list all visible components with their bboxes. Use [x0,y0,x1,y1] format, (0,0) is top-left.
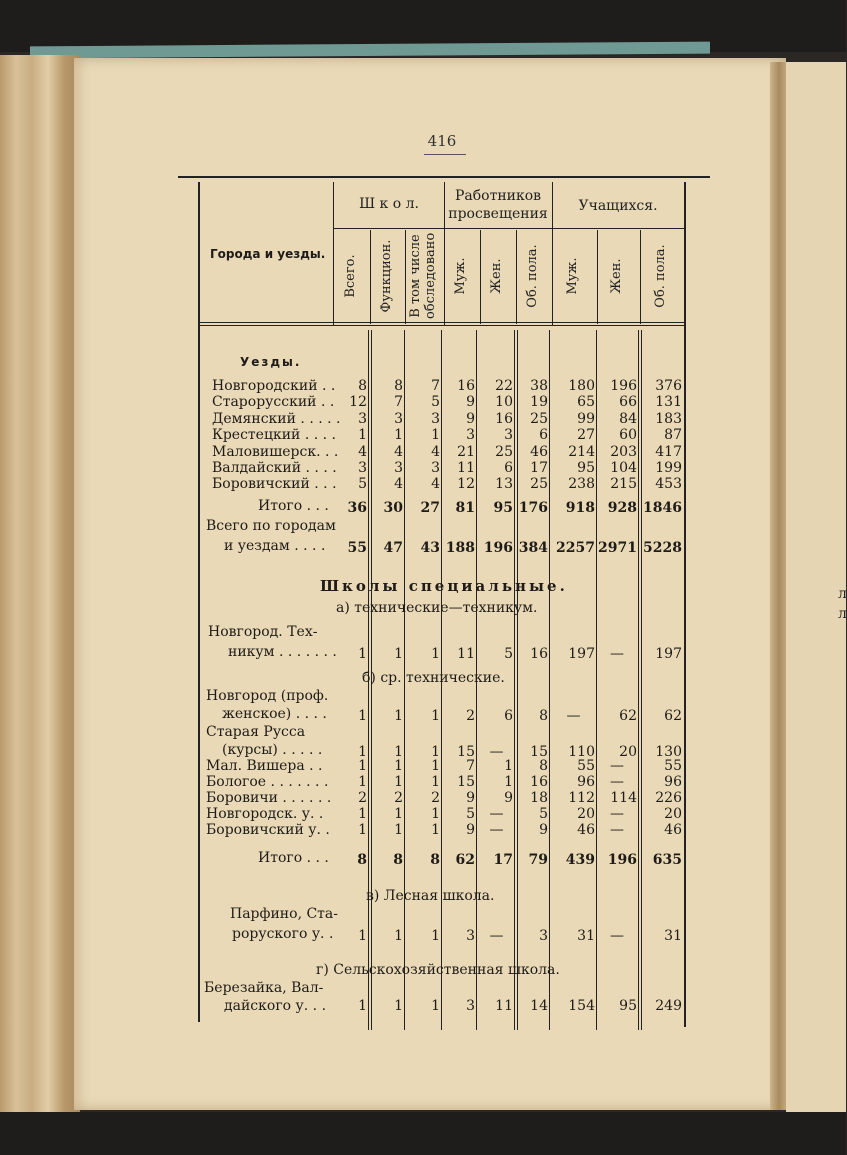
row-b-cell-1: 1 [358,744,367,760]
uezd-row-name: Маловишерск. . . [212,443,339,460]
row-a-cell-3: 1 [431,646,440,662]
uezd-row-cell-2: 3 [394,460,403,476]
row-b-cell-6: 8 [539,708,548,724]
row-a-cell-5: 5 [504,646,513,662]
row-b-cell-7: 20 [577,806,595,822]
facing-page-glyph: л [838,606,847,622]
row-d-cell-6: 14 [530,998,548,1014]
uezd-total-cell-2: 30 [383,500,403,516]
grand-total-cell-3: 43 [420,540,440,556]
body-col-rule [549,330,550,1030]
row-b-cell-1: 2 [358,790,367,806]
row-b-cell-1: 1 [358,774,367,790]
row-b-cell-5: 9 [504,790,513,806]
row-b-cell-7: 96 [577,774,595,790]
uezd-row-cell-6: 46 [530,443,548,460]
grand-total-cell-5: 196 [483,540,513,556]
uezd-row-cell-8: 104 [610,460,637,476]
row-b-cell-7: 110 [568,744,595,760]
row-c-cell-6: 3 [539,928,548,944]
row-b-cell-5: — [489,822,504,838]
uezd-row-cell-9: 376 [655,378,682,394]
row-b-cell-8: — [610,774,624,790]
uezd-row-cell-3: 5 [431,394,440,411]
b-total-cell-1: 8 [357,852,367,868]
row-b-cell-8: 20 [619,744,637,760]
uezd-total-cell-6: 176 [518,500,548,516]
grand-total-cell-9: 5228 [643,540,682,556]
subcol-rule [640,230,641,324]
subsection-c-title: в) Лесная школа. [366,888,495,904]
row-d-cell-2: 1 [394,998,403,1014]
uezd-row-name: Крестецкий . . . . [212,427,336,444]
workers-header: Работников [454,188,542,204]
uezd-row-cell-7: 99 [577,410,595,427]
page-number: 416 [427,132,457,150]
grand-total-label-line2: и уездам . . . . [224,538,326,554]
row-b-cell-2: 1 [394,758,403,774]
uezd-row-cell-5: 22 [495,378,513,394]
uezd-row-cell-5: 6 [504,460,513,476]
row-name: Мал. Вишера . . [206,758,323,774]
uezd-row-cell-1: 5 [358,476,367,493]
row-b-cell-6: 5 [539,806,548,822]
subsection-b-title: б) ср. технические. [362,670,505,686]
row-a-cell-7: 197 [568,646,595,662]
table-top-rule [178,176,710,178]
row-b-cell-2: 1 [394,806,403,822]
column-header-3: В том числе обследовано [408,232,438,319]
row-name: Бологое . . . . . . . [206,774,329,790]
row-b-cell-9: 226 [655,790,682,806]
row-name: Новгород (проф. [206,688,329,704]
uezd-row-cell-6: 17 [530,460,548,476]
row-c-cell-3: 1 [431,928,440,944]
uezd-row-cell-4: 3 [466,427,475,444]
uezd-row-cell-9: 183 [655,410,682,427]
students-header: Учащихся. [578,198,658,214]
row-b-cell-1: 1 [358,822,367,838]
uezd-row-cell-4: 9 [466,410,475,427]
uezd-total-cell-8: 928 [607,500,637,516]
row-b-cell-2: 1 [394,708,403,724]
uezd-row-cell-6: 38 [530,378,548,394]
grand-total-cell-4: 188 [445,540,475,556]
right-border-rule [684,182,686,1027]
row-b-cell-1: 1 [358,806,367,822]
uezd-row-cell-1: 4 [358,443,367,460]
grand-total-cell-2: 47 [383,540,403,556]
section-title-uezdy: Уезды. [240,355,302,369]
row-b-cell-5: — [489,744,504,760]
b-total-cell-9: 635 [652,852,682,868]
uezd-row-cell-7: 95 [577,460,595,476]
uezd-total-cell-7: 918 [565,500,595,516]
row-name: Боровичский у. . [206,822,330,838]
uezd-row-name: Демянский . . . . . [212,410,341,427]
uezd-row-cell-2: 4 [394,476,403,493]
b-total-cell-3: 8 [430,852,440,868]
uezd-row-cell-6: 6 [539,427,548,444]
uezd-row-cell-5: 10 [495,394,513,411]
row-name: Старая Русса [206,724,306,740]
uezd-row-cell-1: 12 [349,394,367,411]
row-b-cell-3: 1 [431,774,440,790]
uezd-row-cell-9: 417 [655,443,682,460]
uezd-total-label: Итого . . . [258,498,329,514]
row-b-cell-7: — [566,708,581,724]
b-total-cell-6: 79 [528,852,548,868]
uezd-row-cell-8: 84 [619,410,637,427]
uezd-row-name: Боровичский . . . [212,476,337,493]
column-header-4: Муж. [453,257,468,295]
row-b-cell-2: 1 [394,744,403,760]
column-header-9: Об. пола. [653,244,668,308]
row-b-cell-7: 55 [577,758,595,774]
row-name-line2: никум . . . . . . . [228,644,337,660]
row-b-cell-2: 1 [394,822,403,838]
row-a-cell-9: 197 [655,646,682,662]
grand-total-cell-6: 384 [518,540,548,556]
grand-total-cell-8: 2971 [598,540,637,556]
row-b-cell-8: 114 [610,790,637,806]
row-b-cell-3: 1 [431,744,440,760]
row-c-cell-1: 1 [358,928,367,944]
row-b-cell-4: 9 [466,790,475,806]
uezd-row-cell-7: 180 [568,378,595,394]
uezd-row-cell-3: 1 [431,427,440,444]
row-b-cell-3: 1 [431,822,440,838]
uezd-row-cell-2: 3 [394,410,403,427]
row-b-cell-2: 1 [394,774,403,790]
row-b-cell-4: 7 [466,758,475,774]
subcol-rule [405,230,406,324]
grand-total-label: Всего по городам [206,518,336,534]
uezd-row-cell-7: 238 [568,476,595,493]
row-b-cell-3: 2 [431,790,440,806]
uezd-row-cell-6: 25 [530,476,548,493]
row-b-cell-9: 55 [664,758,682,774]
column-header-6: Об. пола. [525,244,540,308]
uezd-row-cell-5: 3 [504,427,513,444]
row-a-cell-1: 1 [358,646,367,662]
grand-total-cell-1: 55 [347,540,367,556]
uezd-row-cell-6: 25 [530,410,548,427]
row-b-cell-4: 5 [466,806,475,822]
row-b-cell-6: 16 [530,774,548,790]
row-name: Новгородск. у. . [206,806,324,822]
uezd-total-cell-5: 95 [493,500,513,516]
uezd-row-cell-3: 4 [431,443,440,460]
uezd-row-cell-1: 8 [358,378,367,394]
row-b-cell-4: 9 [466,822,475,838]
grand-total-cell-7: 2257 [556,540,595,556]
row-d-cell-4: 3 [466,998,475,1014]
uezd-row-name: Старорусский . . [212,394,335,411]
row-b-cell-8: — [610,806,624,822]
row-c-cell-5: — [489,928,504,944]
subcol-rule [370,230,371,324]
row-d-cell-7: 154 [568,998,595,1014]
row-b-cell-9: 46 [664,822,682,838]
b-total-cell-4: 62 [455,852,475,868]
row-name-line2: дайского у. . . [224,998,327,1014]
column-header-2: Функцион. [379,239,394,313]
uezd-row-name: Новгородский . . [212,378,336,394]
uezd-row-cell-8: 60 [619,427,637,444]
row-c-cell-8: — [610,928,624,944]
special-schools-title: Школы специальные. [320,577,568,595]
body-col-rule [638,330,639,1030]
uezd-row-cell-3: 3 [431,460,440,476]
uezd-row-cell-2: 1 [394,427,403,444]
uezd-row-cell-5: 16 [495,410,513,427]
uezd-row-cell-7: 27 [577,427,595,444]
uezd-row-cell-7: 214 [568,443,595,460]
row-name: Боровичи . . . . . . [206,790,332,806]
row-d-cell-3: 1 [431,998,440,1014]
row-b-cell-9: 130 [655,744,682,760]
uezd-row-cell-2: 7 [394,394,403,411]
uezd-row-cell-8: 203 [610,443,637,460]
uezd-row-cell-2: 8 [394,378,403,394]
row-c-cell-4: 3 [466,928,475,944]
row-a-cell-4: 11 [457,646,475,662]
header-mid-rule [334,228,686,229]
uezd-total-cell-3: 27 [420,500,440,516]
uezd-total-cell-1: 36 [347,500,367,516]
column-header-7: Муж. [565,257,580,295]
column-header-5: Жен. [489,258,504,294]
row-a-cell-8: — [610,646,624,662]
subcol-rule [597,230,598,324]
left-border-rule [198,182,200,1022]
column-header-1: Всего. [343,254,358,298]
uezd-row-cell-9: 87 [664,427,682,444]
row-b-cell-2: 2 [394,790,403,806]
row-name-line2: женское) . . . . [222,706,327,722]
uezd-total-cell-4: 81 [455,500,475,516]
subcol-rule [480,230,481,324]
name-column-header: Города и уезды. [210,247,326,261]
b-total-cell-5: 17 [493,852,513,868]
row-b-cell-3: 1 [431,708,440,724]
row-b-cell-5: 6 [504,708,513,724]
row-b-cell-7: 46 [577,822,595,838]
row-b-cell-3: 1 [431,758,440,774]
uezd-row-cell-1: 3 [358,460,367,476]
row-d-cell-5: 11 [495,998,513,1014]
row-name-line2: роруского у. . [232,926,334,942]
b-total-cell-8: 196 [607,852,637,868]
uezd-row-cell-7: 65 [577,394,595,411]
uezd-row-cell-8: 215 [610,476,637,493]
page-number-underline [424,154,466,155]
row-b-cell-4: 15 [457,744,475,760]
row-b-cell-6: 8 [539,758,548,774]
row-b-cell-8: — [610,822,624,838]
uezd-row-cell-4: 11 [457,460,475,476]
row-b-cell-1: 1 [358,708,367,724]
row-b-cell-6: 15 [530,744,548,760]
row-b-cell-7: 112 [568,790,595,806]
uezd-row-cell-6: 19 [530,394,548,411]
header-bottom-rule [198,322,686,323]
uezd-row-cell-5: 13 [495,476,513,493]
uezd-row-cell-9: 453 [655,476,682,493]
subcol-rule [516,230,517,324]
row-c-cell-7: 31 [577,928,595,944]
b-total-cell-2: 8 [393,852,403,868]
row-name-line2: (курсы) . . . . . [222,742,323,758]
uezd-row-cell-4: 21 [457,443,475,460]
uezd-row-cell-4: 16 [457,378,475,394]
uezd-row-cell-4: 12 [457,476,475,493]
row-d-cell-9: 249 [655,998,682,1014]
column-header-8: Жен. [609,258,624,294]
uezd-row-cell-5: 25 [495,443,513,460]
row-d-cell-1: 1 [358,998,367,1014]
row-b-cell-9: 20 [664,806,682,822]
row-b-cell-9: 62 [664,708,682,724]
uezd-row-cell-1: 1 [358,427,367,444]
row-b-cell-8: 62 [619,708,637,724]
uezd-row-cell-3: 4 [431,476,440,493]
row-name: Новгород. Тех- [208,624,318,640]
row-b-cell-4: 2 [466,708,475,724]
row-a-cell-6: 16 [530,646,548,662]
row-b-cell-1: 1 [358,758,367,774]
uezd-row-cell-8: 66 [619,394,637,411]
row-c-cell-9: 31 [664,928,682,944]
uezd-total-cell-9: 1846 [643,500,682,516]
uezd-row-cell-2: 4 [394,443,403,460]
book-page-edges [0,55,80,1117]
uezd-row-cell-9: 131 [655,394,682,411]
header-bottom-rule-2 [198,325,686,326]
row-d-cell-8: 95 [619,998,637,1014]
uezd-row-cell-3: 7 [431,378,440,394]
body-col-rule [514,330,515,1030]
workers-header-line2: просвещения [448,206,548,222]
row-a-cell-2: 1 [394,646,403,662]
row-b-cell-5: — [489,806,504,822]
subsection-d-title: г) Сельскохозяйственная школа. [316,962,560,978]
row-b-cell-4: 15 [457,774,475,790]
uezd-row-cell-1: 3 [358,410,367,427]
b-total-label: Итого . . . [258,850,329,866]
row-b-cell-9: 96 [664,774,682,790]
row-name: Березайка, Вал- [204,980,324,996]
facing-page [786,62,846,1112]
uezd-row-name: Валдайский . . . . [212,460,337,476]
row-c-cell-2: 1 [394,928,403,944]
dark-background-bottom [0,1112,846,1155]
row-b-cell-3: 1 [431,806,440,822]
uezd-row-cell-9: 199 [655,460,682,476]
schools-header: Ш к о л. [359,196,419,212]
row-name: Парфино, Ста- [230,906,339,922]
b-total-cell-7: 439 [565,852,595,868]
row-b-cell-6: 9 [539,822,548,838]
facing-page-glyph: л [838,586,847,602]
row-b-cell-6: 18 [530,790,548,806]
row-b-cell-5: 1 [504,774,513,790]
uezd-row-cell-4: 9 [466,394,475,411]
uezd-row-cell-3: 3 [431,410,440,427]
row-b-cell-8: — [610,758,624,774]
row-b-cell-5: 1 [504,758,513,774]
subsection-a-title: а) технические—техникум. [336,600,538,616]
uezd-row-cell-8: 196 [610,378,637,394]
